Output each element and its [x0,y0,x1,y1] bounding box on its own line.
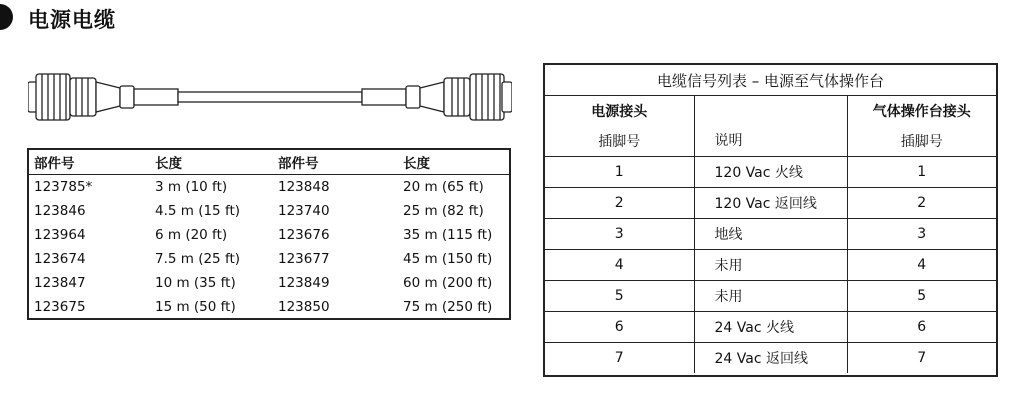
part-number-cell: 123847 [34,275,86,291]
part-number-cell: 123964 [34,227,86,243]
header-pin-number: 插脚号 [545,126,694,157]
part-number-cell: 123848 [278,179,330,195]
gas-console-pin-cell: 2 [847,188,996,219]
table-row [29,175,509,200]
length-cell: 3 m (10 ft) [155,179,228,195]
power-cable-illustration [28,62,512,132]
power-pin-cell: 3 [545,219,694,250]
length-cell: 6 m (20 ft) [155,227,228,243]
power-pin-cell: 4 [545,250,694,281]
part-number-cell: 123674 [34,251,86,267]
table-row [29,223,509,247]
part-number-cell: 123740 [278,203,330,219]
section-title: 电源电缆 [28,8,116,32]
table-row [29,199,509,223]
length-cell: 20 m (65 ft) [403,179,484,195]
gas-console-pin-cell: 4 [847,250,996,281]
part-number-cell: 123677 [278,251,330,267]
table-row [545,312,996,343]
header-gas-console-connector: 气体操作台接头 [847,96,996,127]
power-pin-cell: 7 [545,343,694,374]
description-cell: 120 Vac 火线 [694,157,847,188]
gas-console-pin-cell: 6 [847,312,996,343]
power-pin-cell: 1 [545,157,694,188]
header-power-connector: 电源接头 [545,96,694,127]
table-row [545,343,996,374]
power-pin-cell: 5 [545,281,694,312]
description-cell: 120 Vac 返回线 [694,188,847,219]
cable-signal-table [543,63,998,377]
part-number-cell: 123675 [34,299,86,315]
table-row [545,250,996,281]
length-cell: 4.5 m (15 ft) [155,203,241,219]
description-cell: 24 Vac 返回线 [694,343,847,374]
signal-table-caption: 电缆信号列表 – 电源至气体操作台 [545,65,996,96]
header-description: 说明 [694,96,847,157]
length-cell: 25 m (82 ft) [403,203,484,219]
power-pin-cell: 6 [545,312,694,343]
length-cell: 45 m (150 ft) [403,251,493,267]
table-row [545,188,996,219]
length-cell: 35 m (115 ft) [403,227,493,243]
header-length: 长度 [398,150,509,175]
table-row [29,271,509,295]
description-cell: 未用 [694,250,847,281]
table-row [545,157,996,188]
header-part-number: 部件号 [29,150,150,175]
length-cell: 7.5 m (25 ft) [155,251,241,267]
table-row [29,295,509,319]
header-length: 长度 [150,150,273,175]
table-row [29,247,509,271]
gas-console-pin-cell: 1 [847,157,996,188]
description-cell: 24 Vac 火线 [694,312,847,343]
description-cell: 地线 [694,219,847,250]
power-pin-cell: 2 [545,188,694,219]
part-number-cell: 123676 [278,227,330,243]
gas-console-pin-cell: 5 [847,281,996,312]
length-cell: 10 m (35 ft) [155,275,236,291]
header-pin-number: 插脚号 [847,126,996,157]
cable-parts-table [27,148,511,320]
part-number-cell: 123846 [34,203,86,219]
length-cell: 60 m (200 ft) [403,275,493,291]
section-bullet [0,4,13,30]
part-number-cell: 123785* [34,179,93,195]
table-row [545,281,996,312]
header-part-number: 部件号 [273,150,398,175]
description-cell: 未用 [694,281,847,312]
gas-console-pin-cell: 7 [847,343,996,374]
part-number-cell: 123850 [278,299,330,315]
part-number-cell: 123849 [278,275,330,291]
length-cell: 75 m (250 ft) [403,299,493,315]
gas-console-pin-cell: 3 [847,219,996,250]
length-cell: 15 m (50 ft) [155,299,236,315]
table-row [545,219,996,250]
